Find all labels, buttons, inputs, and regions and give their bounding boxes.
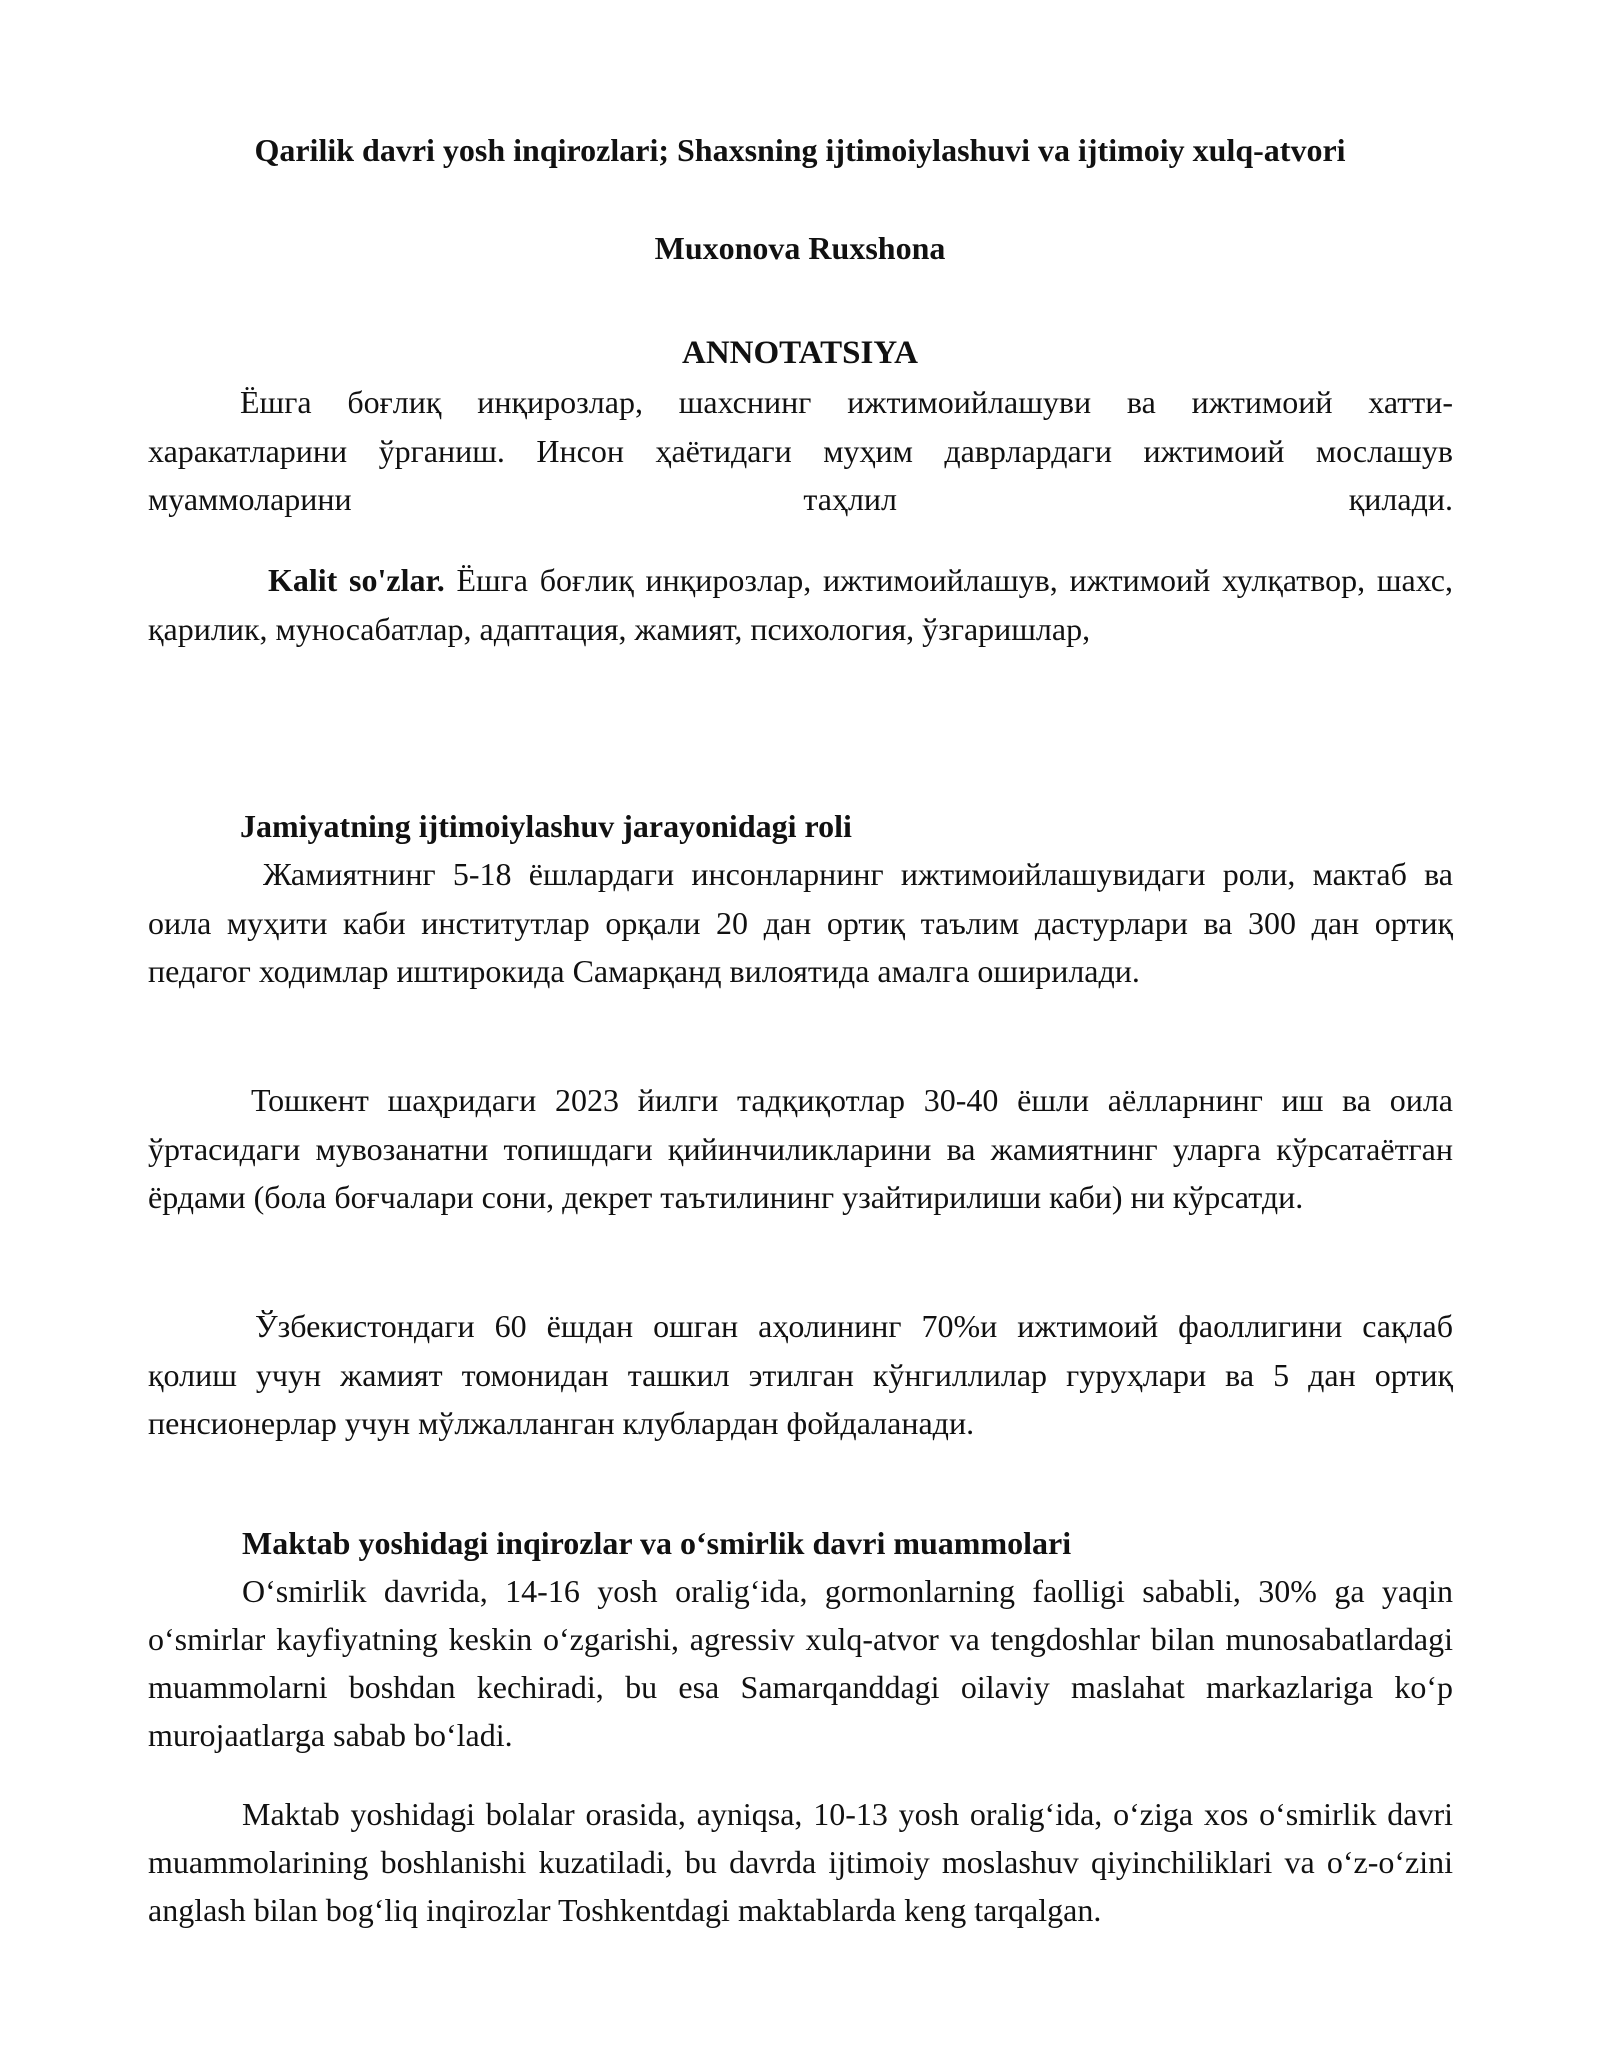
- keywords-text: Ёшга боғлиқ инқирозлар, ижтимоийлашув, ижтимоий хулқатвор, шахс, қарилик, муносабатлар, адаптация, жамият, психология, ўзгаришлар,: [148, 562, 1454, 647]
- paragraph-school-age: Maktab yoshidagi bolalar orasida, ayniqsa, 10-13 yosh oraligʻida, oʻziga xos oʻsmirlik davri muammolarining boshlanishi kuzatiladi, bu davrda ijtimoiy moslashuv qiyinchiliklari va oʻz-oʻzini anglash bilan bogʻliq inqirozlar Toshkentdagi maktablarda keng tarqalgan.: [148, 1796, 1453, 1928]
- annotation-paragraph: Ёшга боғлиқ инқирозлар, шахснинг ижтимоийлашуви ва ижтимоий хатти-харакатларини ўрганиш. Инсон ҳаётидаги муҳим даврлардаги ижтимоий мослашув муаммоларини таҳлил қилади.: [148, 384, 1453, 517]
- paragraph-elderly-activity: Ўзбекистондаги 60 ёшдан ошган аҳолининг 70%и ижтимоий фаоллигини сақлаб қолиш учун жамият томонидан ташкил этилган кўнгиллилар гуруҳлари ва 5 дан ортиқ пенсионерлар учун мўлжалланган клублардан фойдаланади.: [148, 1308, 1453, 1441]
- author-name: Muxonova Ruxshona: [654, 230, 946, 266]
- keywords-label: Kalit so'zlar.: [268, 562, 445, 598]
- paragraph-adolescence: Oʻsmirlik davrida, 14-16 yosh oraligʻida, gormonlarning faolligi sababli, 30% ga yaqin oʻsmirlar kayfiyatning keskin oʻzgarishi, agressiv xulq-atvor va tengdoshlar bilan munosabatlardagi muammolarni boshdan kechiradi, bu esa Samarqanddagi oilaviy maslahat markazlariga koʻp murojaatlarga sabab boʻladi.: [148, 1573, 1453, 1753]
- section-heading-school-crises: Maktab yoshidagi inqirozlar va oʻsmirlik davri muammolari: [242, 1525, 1072, 1561]
- section-heading-socialization: Jamiyatning ijtimoiylashuv jarayonidagi roli: [240, 808, 852, 844]
- paragraph-tashkent-study: Тошкент шаҳридаги 2023 йилги тадқиқотлар 30-40 ёшли аёлларнинг иш ва оила ўртасидаги мувозанатни топишдаги қийинчиликларини ва жамиятнинг уларга кўрсатаётган ёрдами (бола боғчалари сони, декрет таътилининг узайтирилиши каби) ни кўрсатди.: [148, 1082, 1453, 1215]
- paragraph-society-role: Жамиятнинг 5-18 ёшлардаги инсонларнинг ижтимоийлашувидаги роли, мактаб ва оила муҳити каби институтлар орқали 20 дан ортиқ таълим дастурлари ва 300 дан ортиқ педагог ходимлар иштирокида Самарқанд вилоятида амалга оширилади.: [148, 856, 1453, 989]
- annotation-heading: ANNOTATSIYA: [682, 335, 918, 371]
- document-title: Qarilik davri yosh inqirozlari; Shaxsning ijtimoiylashuvi va ijtimoiy xulq-atvori: [254, 132, 1346, 168]
- keywords-paragraph: [148, 556, 1453, 653]
